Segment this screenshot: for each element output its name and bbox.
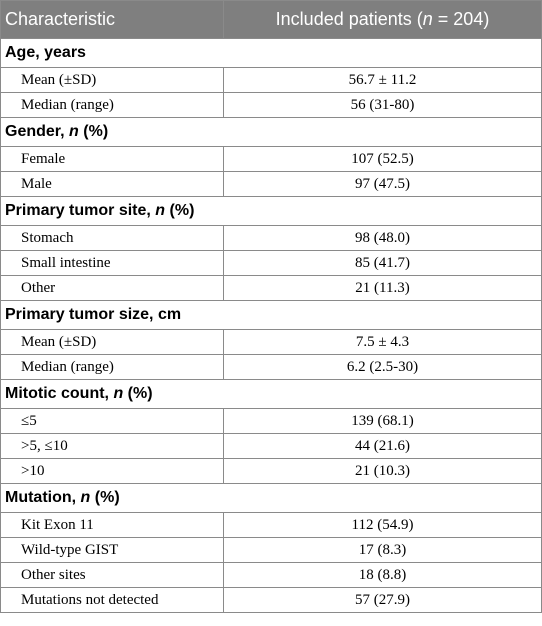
section-title-italic: n	[155, 202, 166, 219]
row-value: 21 (10.3)	[224, 459, 542, 484]
table-row	[1, 276, 542, 301]
section-title-text: Age, years	[5, 44, 86, 61]
header-included-suffix: = 204)	[432, 9, 490, 29]
table-row	[1, 588, 542, 613]
section-title-text: Gender,	[5, 123, 70, 140]
row-label: Median (range)	[1, 355, 224, 380]
row-label: Mean (±SD)	[1, 68, 224, 93]
table-row	[1, 513, 542, 538]
section-title	[1, 484, 542, 513]
section-row-mutation	[1, 484, 542, 513]
table-row	[1, 355, 542, 380]
row-label: Kit Exon 11	[1, 513, 224, 538]
row-value: 21 (11.3)	[224, 276, 542, 301]
row-label: Mean (±SD)	[1, 330, 224, 355]
section-title-rest: (%)	[165, 202, 195, 219]
table-row	[1, 251, 542, 276]
table-row	[1, 330, 542, 355]
section-title-italic: n	[80, 489, 91, 506]
row-value: 139 (68.1)	[224, 409, 542, 434]
row-value: 98 (48.0)	[224, 226, 542, 251]
section-row-tumor-site	[1, 197, 542, 226]
row-label: ≤5	[1, 409, 224, 434]
section-title-italic: n	[113, 385, 124, 402]
section-row-mitotic-count	[1, 380, 542, 409]
row-value: 56.7 ± 11.2	[224, 68, 542, 93]
row-label: Male	[1, 172, 224, 197]
row-label: >5, ≤10	[1, 434, 224, 459]
table-row	[1, 538, 542, 563]
section-row-gender	[1, 118, 542, 147]
row-value: 85 (41.7)	[224, 251, 542, 276]
row-label: Small intestine	[1, 251, 224, 276]
table-body	[1, 39, 542, 613]
header-row	[1, 1, 542, 39]
section-title	[1, 39, 542, 68]
table-row	[1, 226, 542, 251]
table-row	[1, 459, 542, 484]
section-row-tumor-size	[1, 301, 542, 330]
section-title-rest: (%)	[78, 123, 109, 140]
section-title-text: Mutation,	[5, 489, 81, 506]
row-value: 18 (8.8)	[224, 563, 542, 588]
section-title-text: Primary tumor site,	[5, 202, 156, 219]
table-row	[1, 68, 542, 93]
header-n-symbol: n	[422, 9, 433, 29]
row-value: 112 (54.9)	[224, 513, 542, 538]
row-value: 107 (52.5)	[224, 147, 542, 172]
table-row	[1, 93, 542, 118]
table-row	[1, 147, 542, 172]
section-title-italic: n	[69, 123, 79, 140]
section-row-age	[1, 39, 542, 68]
row-value: 57 (27.9)	[224, 588, 542, 613]
header-included-prefix: Included patients (	[275, 9, 423, 29]
section-title-text: Mitotic count,	[5, 385, 114, 402]
table-row	[1, 434, 542, 459]
table-row	[1, 172, 542, 197]
section-title	[1, 197, 542, 226]
section-title-rest: (%)	[90, 489, 120, 506]
header-characteristic: Characteristic	[1, 1, 224, 39]
row-value: 6.2 (2.5-30)	[224, 355, 542, 380]
row-value: 44 (21.6)	[224, 434, 542, 459]
row-value: 56 (31-80)	[224, 93, 542, 118]
section-title-text: Primary tumor size, cm	[5, 306, 182, 323]
table-row	[1, 563, 542, 588]
row-label: Other	[1, 276, 224, 301]
section-title	[1, 380, 542, 409]
header-included-patients	[224, 1, 542, 39]
section-title-rest: (%)	[123, 385, 153, 402]
table-row	[1, 409, 542, 434]
row-label: Wild-type GIST	[1, 538, 224, 563]
row-label: Median (range)	[1, 93, 224, 118]
section-title	[1, 118, 542, 147]
row-label: Stomach	[1, 226, 224, 251]
row-value: 7.5 ± 4.3	[224, 330, 542, 355]
row-label: Female	[1, 147, 224, 172]
row-label: Mutations not detected	[1, 588, 224, 613]
section-title	[1, 301, 542, 330]
row-value: 97 (47.5)	[224, 172, 542, 197]
row-value: 17 (8.3)	[224, 538, 542, 563]
row-label: >10	[1, 459, 224, 484]
row-label: Other sites	[1, 563, 224, 588]
